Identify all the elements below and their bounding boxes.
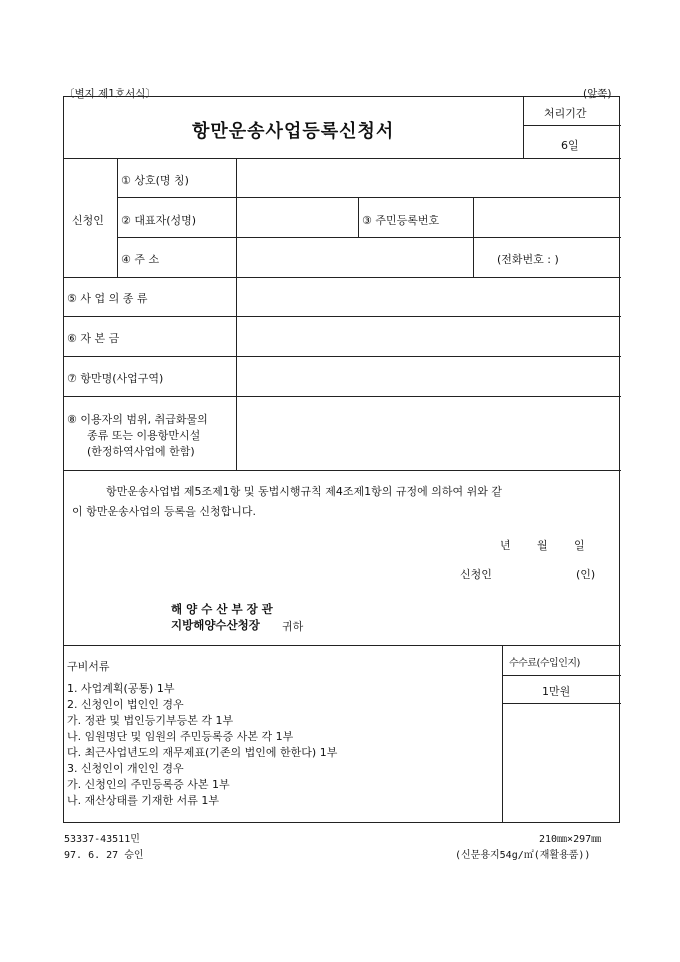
divider <box>117 158 118 277</box>
divider <box>64 645 621 646</box>
divider <box>502 703 621 704</box>
form-number: 〔별지 제1호서식〕 <box>64 88 156 100</box>
representative-label: ② 대표자(성명) <box>121 214 197 227</box>
addressee-regional-office: 지방해양수산청장 <box>171 618 260 632</box>
divider <box>117 237 621 238</box>
divider <box>64 470 621 471</box>
scope-label-line3: (한정하역사업에 한함) <box>87 445 195 458</box>
company-name-label: ① 상호(명 칭) <box>121 174 189 187</box>
scope-label-line2: 종류 또는 이용항만시설 <box>87 429 201 442</box>
document-item: 2. 신청인이 법인인 경우 <box>67 698 184 711</box>
divider <box>358 197 359 237</box>
form-code: 53337-43511민 <box>64 834 140 845</box>
fee-value: 1만원 <box>542 685 571 698</box>
address-label: ④ 주 소 <box>121 253 160 266</box>
date-month: 월 <box>537 539 548 552</box>
divider <box>64 396 621 397</box>
document-item: 가. 정관 및 법인등기부등본 각 1부 <box>67 714 234 727</box>
fee-label: 수수료(수입인지) <box>509 658 580 669</box>
divider <box>473 197 474 277</box>
date-year: 년 <box>500 539 511 552</box>
document-item: 3. 신청인이 개인인 경우 <box>67 762 184 775</box>
paper-size: 210㎜×297㎜ <box>539 834 602 845</box>
honorific-label: 귀하 <box>282 620 304 633</box>
applicant-signature-label: 신청인 <box>460 568 492 581</box>
paper-type: (신문용지54g/㎡(재활용품)) <box>455 850 591 861</box>
divider <box>64 277 621 278</box>
divider <box>502 675 621 676</box>
declaration-line1: 항만운송사업법 제5조제1항 및 동법시행규칙 제4조제1항의 규정에 의하여 위와 같 <box>106 485 502 498</box>
phone-label: (전화번호 : ) <box>497 253 559 266</box>
document-item: 가. 신청인의 주민등록증 사본 1부 <box>67 778 230 791</box>
divider <box>523 97 524 158</box>
declaration-line2: 이 항만운송사업의 등록을 신청합니다. <box>72 505 257 518</box>
date-day: 일 <box>574 539 585 552</box>
processing-period-value: 6일 <box>561 139 579 152</box>
divider <box>502 645 503 823</box>
divider <box>117 197 621 198</box>
seal-label: (인) <box>576 568 596 581</box>
resident-number-label: ③ 주민등록번호 <box>362 214 440 227</box>
processing-period-label: 처리기간 <box>544 107 587 120</box>
documents-heading: 구비서류 <box>67 660 110 673</box>
document-item: 나. 재산상태를 기재한 서류 1부 <box>67 794 219 807</box>
document-item: 1. 사업계획(공통) 1부 <box>67 682 175 695</box>
document-item: 다. 최근사업년도의 재무제표(기존의 법인에 한한다) 1부 <box>67 746 338 759</box>
business-type-label: ⑤ 사 업 의 종 류 <box>67 292 148 305</box>
divider <box>64 356 621 357</box>
approval-date: 97. 6. 27 승인 <box>64 850 144 861</box>
document-item: 나. 임원명단 및 임원의 주민등록증 사본 각 1부 <box>67 730 294 743</box>
application-form <box>63 96 620 823</box>
divider <box>64 316 621 317</box>
divider <box>236 158 237 470</box>
divider <box>64 158 621 159</box>
scope-label-line1: ⑧ 이용자의 범위, 취급화물의 <box>67 413 208 426</box>
page-side-label: (앞쪽) <box>583 88 612 100</box>
form-title: 항만운송사업등록신청서 <box>192 121 395 142</box>
applicant-group-label: 신청인 <box>72 214 104 227</box>
capital-label: ⑥ 자 본 금 <box>67 332 120 345</box>
divider <box>523 125 621 126</box>
addressee-minister: 해 양 수 산 부 장 관 <box>171 602 273 616</box>
port-name-label: ⑦ 항만명(사업구역) <box>67 372 164 385</box>
